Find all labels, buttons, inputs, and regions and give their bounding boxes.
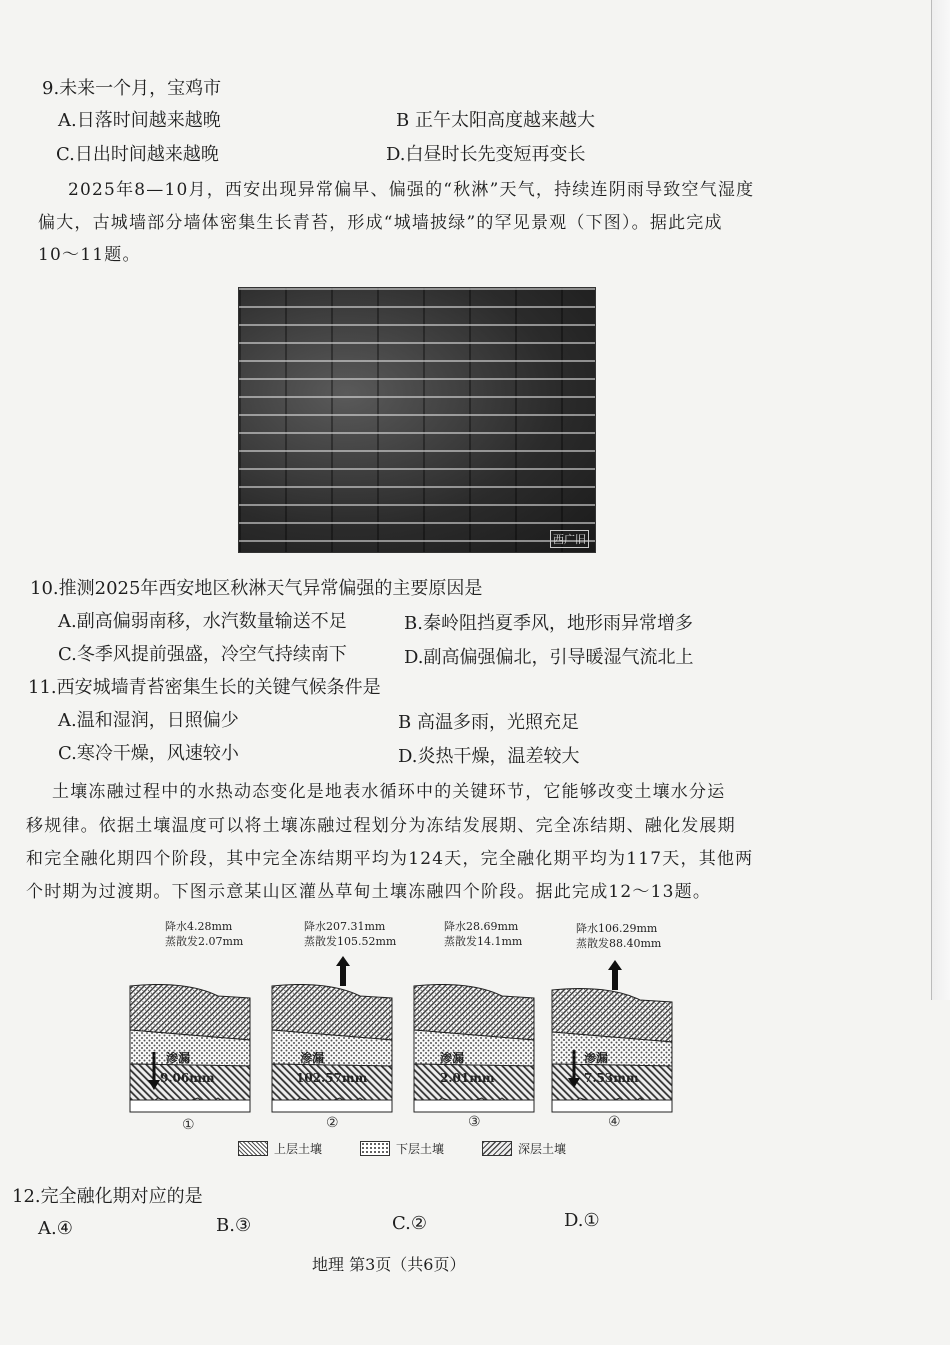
q12-option-c: C.② [392,1213,427,1234]
q11-stem: 11.西安城墙青苔密集生长的关键气候条件是 [28,677,381,698]
q11-option-a: A.温和湿润，日照偏少 [58,710,239,731]
lower-soil-swatch-icon [360,1141,390,1156]
panel1-evap: 蒸散发2.07mm [165,935,244,948]
panel2-number: ② [326,1115,339,1131]
q9-option-d: D.白昼时长先变短再变长 [386,144,586,165]
panel4-evap: 蒸散发88.40mm [576,937,662,950]
city-wall-moss-photo [238,287,596,553]
panel1-seep-label: 渗漏 [166,1051,191,1065]
q11-option-d: D.炎热干燥，温差较大 [398,746,580,767]
panel2-seep-label: 渗漏 [300,1051,325,1065]
panel3-seep-label: 渗漏 [440,1051,465,1065]
passage1-line2: 偏大，古城墙部分墙体密集生长青苔，形成“城墙披绿”的罕见景观（下图）。据此完成 [38,213,723,233]
legend-upper-label: 上层土壤 [274,1142,323,1156]
panel1-seep-value: 9.06mm [160,1071,215,1085]
legend-lower-label: 下层土壤 [396,1142,445,1156]
legend-lower-soil [360,1140,444,1157]
q10-option-c: C.冬季风提前强盛，冷空气持续南下 [58,644,347,665]
panel4-precip: 降水106.29mm [576,922,658,935]
legend-upper-soil [238,1140,322,1157]
panel4-seep-value: 7.53mm [584,1071,639,1085]
soil-panel-4 [550,986,670,1116]
q12-option-a: A.④ [38,1218,73,1239]
panel3-seep-value: 2.01mm [440,1071,495,1085]
soil-panel-2 [270,984,390,1114]
q12-stem: 12.完全融化期对应的是 [12,1186,203,1207]
passage1-line3: 10～11题。 [38,245,141,265]
deep-soil-swatch-icon [482,1141,512,1156]
q9-option-c: C.日出时间越来越晚 [56,144,219,165]
passage2-line4: 个时期为过渡期。下图示意某山区灌丛草甸土壤冻融四个阶段。据此完成12～13题。 [26,882,712,902]
photo-watermark: 西广旧 [550,530,589,548]
page-footer: 地理 第3页（共6页） [312,1255,466,1274]
passage2-line3: 和完全融化期四个阶段，其中完全冻结期平均为124天，完全融化期平均为117天，其他两 [26,849,754,869]
legend-deep-soil [482,1140,566,1157]
panel4-number: ④ [608,1114,621,1130]
diagram-legend [238,1140,566,1157]
q9-option-a: A.日落时间越来越晚 [58,110,221,131]
upper-soil-swatch-icon [238,1141,268,1156]
panel3-evap: 蒸散发14.1mm [444,935,523,948]
passage2-line1: 土壤冻融过程中的水热动态变化是地表水循环中的关键环节，它能够改变土壤水分运 [52,782,726,802]
q10-option-b: B.秦岭阻挡夏季风，地形雨异常增多 [404,613,693,634]
q9-option-b: B 正午太阳高度越来越大 [396,110,595,131]
q11-option-b: B 高温多雨，光照充足 [398,712,579,733]
legend-deep-label: 深层土壤 [518,1142,567,1156]
q10-option-d: D.副高偏强偏北，引导暖湿气流北上 [404,647,694,668]
q12-option-d: D.① [564,1210,600,1231]
q10-stem: 10.推测2025年西安地区秋淋天气异常偏强的主要原因是 [30,578,483,599]
panel2-precip: 降水207.31mm [304,920,386,933]
panel1-precip: 降水4.28mm [165,920,233,933]
panel2-evap: 蒸散发105.52mm [304,935,397,948]
q11-option-c: C.寒冷干燥，风速较小 [58,743,239,764]
soil-panel-1 [128,984,248,1114]
q9-stem: 9.未来一个月，宝鸡市 [42,78,222,99]
panel3-number: ③ [468,1114,481,1130]
passage1-line1: 2025年8—10月，西安出现异常偏早、偏强的“秋淋”天气，持续连阴雨导致空气湿度 [68,180,755,200]
adjacent-page-edge [931,0,950,1000]
panel2-seep-value: 102.57mm [296,1071,368,1085]
q10-option-a: A.副高偏弱南移，水汽数量输送不足 [58,611,347,632]
q12-option-b: B.③ [216,1215,252,1236]
panel3-precip: 降水28.69mm [444,920,519,933]
passage2-line2: 移规律。依据土壤温度可以将土壤冻融过程划分为冻结发展期、完全冻结期、融化发展期 [26,816,736,836]
panel4-seep-label: 渗漏 [584,1051,609,1065]
panel1-number: ① [182,1117,195,1133]
soil-panel-3 [412,984,532,1114]
